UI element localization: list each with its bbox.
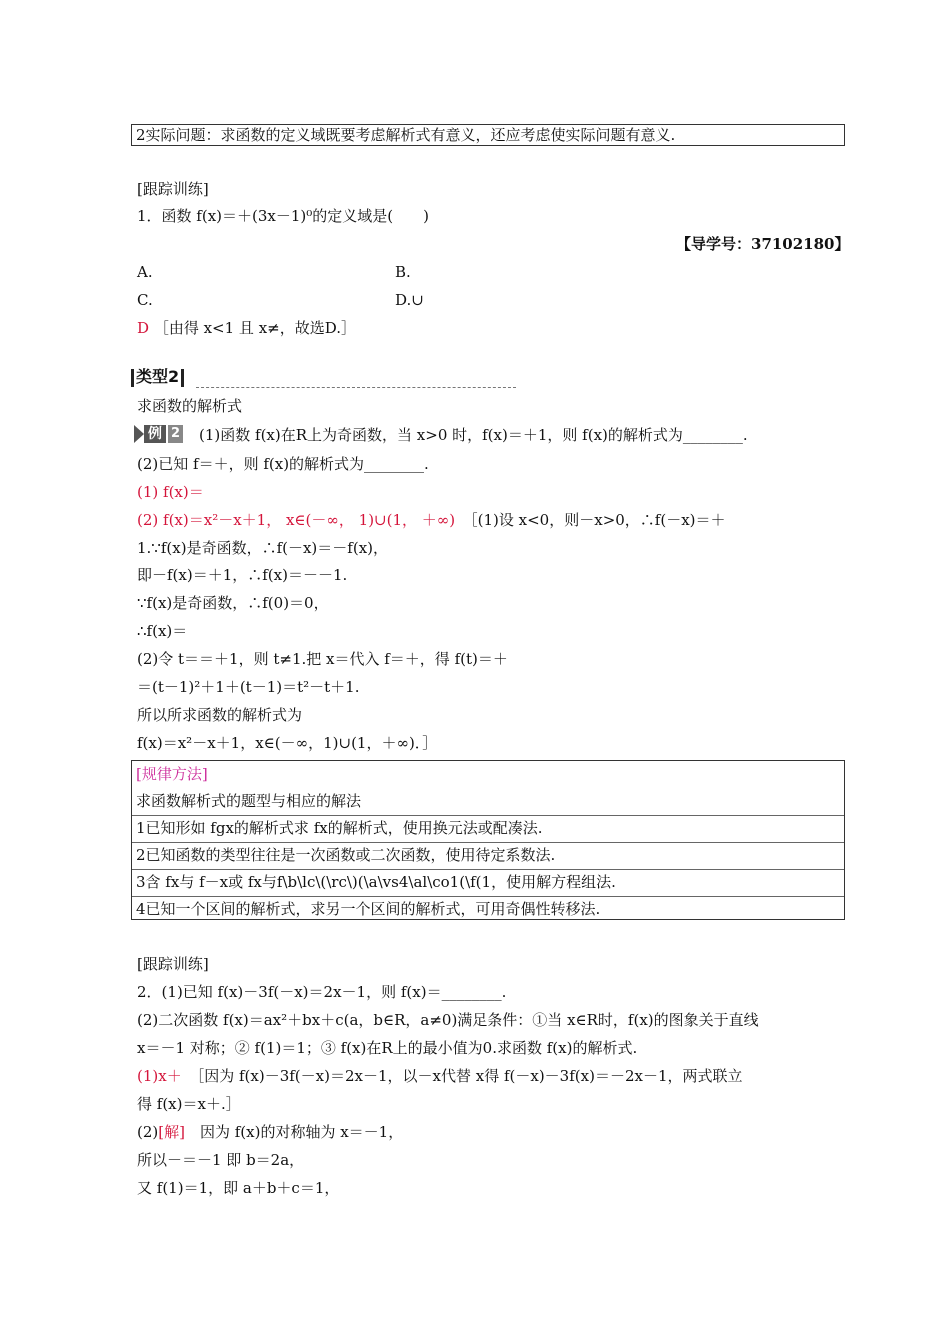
- practice2-answer2-line2: 所以－＝－1 即 b＝2a，: [137, 1151, 305, 1169]
- solution-line-6: ＝(t－1)²＋1＋(t－1)＝t²－t＋1.: [137, 678, 360, 696]
- type2-label: [131, 368, 184, 387]
- example-answer2-rest: ［(1)设 x<0，则－x>0，∴f(－x)＝＋: [455, 511, 726, 529]
- method-row-2: 2已知函数的类型往往是一次函数或二次函数，使用待定系数法.: [136, 846, 556, 864]
- method-row-divider: [132, 896, 844, 897]
- practice2-answer1-red: (1)x＋: [137, 1067, 182, 1085]
- example-answer1: (1) f(x)＝: [137, 483, 204, 501]
- practice2-heading: [跟踪训练]: [137, 955, 209, 973]
- solution-line-7: 所以所求函数的解析式为: [137, 706, 303, 724]
- practice2-answer2-text: 因为 f(x)的对称轴为 x＝－1，: [184, 1123, 404, 1141]
- practice1-question: 1．函数 f(x)＝＋(3x－1)⁰的定义域是( ): [137, 207, 429, 225]
- method-box: [131, 760, 845, 920]
- method-row-4: 4已知一个区间的解析式，求另一个区间的解析式，可用奇偶性转移法.: [136, 900, 601, 918]
- method-heading: [规律方法]: [136, 765, 208, 783]
- practice2-q2-line1: (2)二次函数 f(x)＝ax²＋bx＋c(a，b∈R，a≠0)满足条件：①当 x∈R时，f(x)的图象关于直线: [137, 1011, 759, 1029]
- example-answer2-red: (2) f(x)＝x²－x＋1， x∈(－∞， 1)∪(1， ＋∞): [137, 511, 456, 529]
- solution-line-8: f(x)＝x²－x＋1，x∈(－∞，1)∪(1，＋∞)．］: [137, 734, 438, 752]
- example-answer2: [137, 511, 726, 529]
- solution-line-4: ∴f(x)＝: [137, 622, 188, 640]
- practice1-answer: [137, 319, 356, 337]
- type2-bracket-right: [181, 369, 184, 387]
- practice2-answer2-tag: [解]: [158, 1123, 185, 1141]
- method-row-divider: [132, 815, 844, 816]
- example-arrow-icon: [134, 425, 144, 443]
- solution-line-1: 1.∵f(x)是奇函数，∴f(－x)＝－f(x)，: [137, 539, 389, 557]
- practice2-answer2-prefix: (2): [137, 1123, 159, 1141]
- practice1-option-c: C.: [137, 291, 153, 309]
- type2-title: 求函数的解析式: [137, 397, 243, 415]
- example-word: 例: [144, 425, 166, 443]
- practice1-heading: [跟踪训练]: [137, 180, 209, 198]
- practice1-answer-text: ［由得 x<1 且 x≠，故选D.］: [153, 319, 356, 337]
- practice2-answer1: [137, 1067, 743, 1085]
- practice2-q2-line2: x＝－1 对称；② f(1)＝1；③ f(x)在R上的最小值为0.求函数 f(x)的解析式.: [137, 1039, 638, 1057]
- method-row-3: 3含 fx与 f－x或 fx与f\b\lc\(\rc\)(\a\vs4\al\co1(\f(1，使用解方程组法.: [136, 873, 616, 891]
- practice1-option-a: A.: [137, 263, 153, 281]
- example-q1: (1)函数 f(x)在R上为奇函数，当 x>0 时，f(x)＝＋1，则 f(x)的解析式为________.: [199, 426, 748, 444]
- practice1-ref-number: 【导学号：37102180】: [676, 235, 850, 253]
- type2-divider: [196, 387, 516, 388]
- practice2-answer2: [137, 1123, 403, 1141]
- method-row-divider: [132, 869, 844, 870]
- method-row-0: 求函数解析式的题型与相应的解法: [136, 792, 362, 810]
- practice1-answer-letter: D: [137, 319, 150, 337]
- practice1-option-b: B.: [395, 263, 411, 281]
- example-badge: [134, 425, 183, 443]
- solution-line-3: ∵f(x)是奇函数，∴f(0)＝0，: [137, 594, 329, 612]
- type2-label-text: 类型2: [136, 367, 180, 386]
- solution-line-2: 即－f(x)＝＋1，∴f(x)＝－－1.: [137, 566, 348, 584]
- method-row-divider: [132, 842, 844, 843]
- solution-line-5: (2)令 t＝＝＋1，则 t≠1.把 x＝代入 f＝＋，得 f(t)＝＋: [137, 650, 508, 668]
- practice2-answer2-line3: 又 f(1)＝1，即 a＋b＋c＝1，: [137, 1179, 340, 1197]
- example-q2: (2)已知 f＝＋，则 f(x)的解析式为________.: [137, 455, 429, 473]
- definition-note-box: [131, 124, 845, 146]
- practice2-answer1-cont: 得 f(x)＝x＋.］: [137, 1095, 241, 1113]
- definition-note-text: 2实际问题：求函数的定义域既要考虑解析式有意义，还应考虑使实际问题有意义.: [136, 126, 676, 144]
- example-number: 2: [168, 425, 183, 443]
- practice1-option-d: D.∪: [395, 291, 424, 309]
- practice2-answer1-rest: ［因为 f(x)－3f(－x)＝2x－1，以－x代替 x得 f(－x)－3f(x)＝－2x－1，两式联立: [181, 1067, 743, 1085]
- method-row-1: 1已知形如 fgx的解析式求 fx的解析式，使用换元法或配凑法.: [136, 819, 543, 837]
- practice2-q1: 2．(1)已知 f(x)－3f(－x)＝2x－1，则 f(x)＝________.: [137, 983, 507, 1001]
